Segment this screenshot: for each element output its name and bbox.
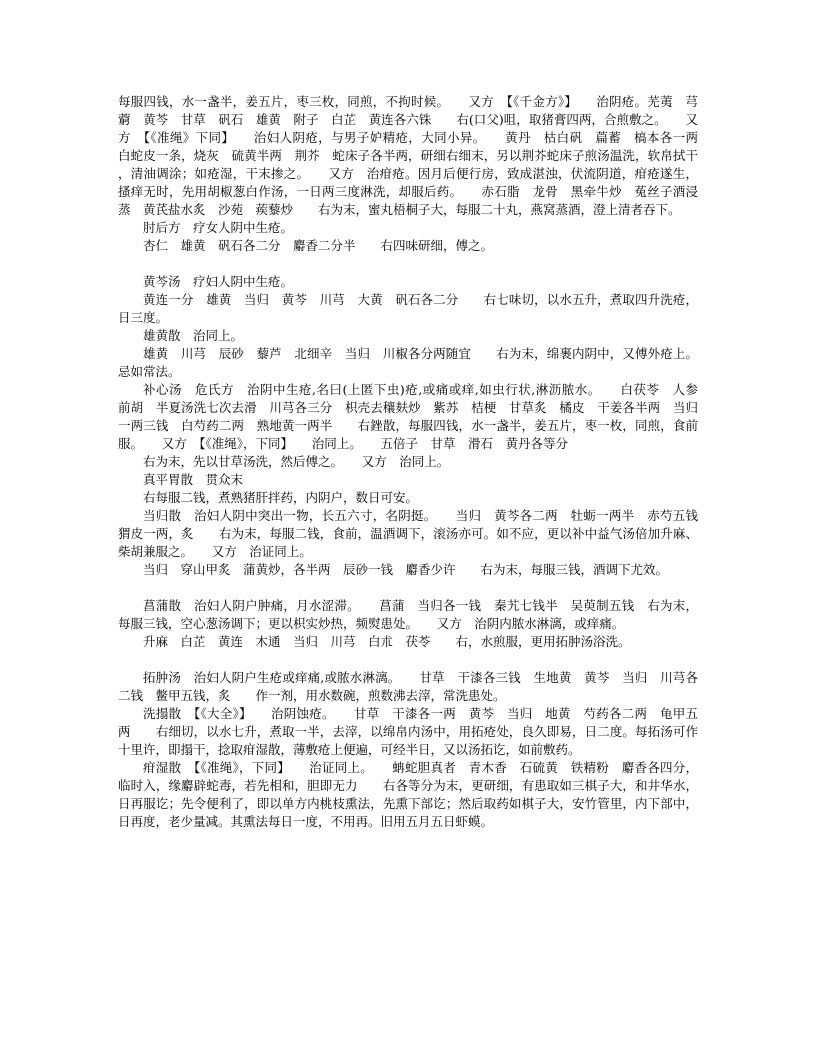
paragraph: 黄连一分 雄黄 当归 黄芩 川芎 大黄 矾石各二分 右七味切，以水五升，煮取四升洗疮，日三度。 [118, 292, 698, 325]
paragraph: 真平胃散 贯众末 [143, 472, 244, 487]
paragraph: 补心汤 危氏方 治阴中生疮,名曰(上匿下虫)疮,或痛或痒,如虫行状,淋沥脓水。 白茯苓 人参 前胡 半夏汤洗七次去滑 川芎各三分 枳壳去穰麸炒 紫苏 桔梗 甘草炙 橘皮 干姜各半两 当归一两三钱 白芍药二两 熟地黄一两半 右銼散，每服四钱，水一盏半，姜五片，枣一枚，同煎，食前服。 又方 【《准绳》，下同】 治同上。 五倍子 甘草 滑石 黄丹各等分 [118, 382, 711, 451]
paragraph: 黄芩汤 疗妇人阴中生疮。 [143, 274, 294, 289]
paragraph: 雄黄 川芎 辰砂 藜芦 北细辛 当归 川椒各分两随宜 右为末，绵裹内阴中，又傅外疮上。忌如常法。 [118, 346, 698, 379]
paragraph: 每服四钱，水一盏半，姜五片，枣三枚，同煎，不拘时候。 又方 【《千金方》】 治阴疮。芜荑 芎藭 黄芩 甘草 矾石 雄黄 附子 白芷 黄连各六铢 右(口父)咀，取猪膏四两，合煎敷之。 又方 【《准绳》下同】 治妇人阴疮，与男子妒精疮，大同小异。 黄丹 枯白矾 萹蓄 槁本各一两 白蛇皮一条，烧灰 硫黄半两 荆芥 蛇床子各半两，研细右细末，另以荆芥蛇床子煎汤温洗，软帛拭干，清油调涂；如疮湿，干末掺之。 又方 治疳疮。因月后便行房，致成湛浊，伏流阴道，疳疮遂生，搔痒无时，先用胡椒葱白作汤，一日两三度淋洗，却服后药。 赤石脂 龙骨 黑牵牛炒 菟丝子酒浸蒸 黄芪盐水炙 沙苑 蒺藜炒 右为末，蜜丸梧桐子大，每服二十丸，燕窝蒸酒，澄上清者吞下。 [118, 94, 711, 217]
paragraph: 雄黄散 治同上。 [143, 328, 244, 343]
paragraph: 菖蒲散 治妇人阴户肿痛，月水涩滞。 菖蒲 当归各一钱 秦艽七钱半 吴萸制五钱 右为末，每服三钱，空心葱汤调下；更以枳实炒热，频熨患处。 又方 治阴内脓水淋漓，或痒痛。 [118, 598, 698, 631]
paragraph: 当归散 治妇人阴中突出一物，长五六寸，名阴挺。 当归 黄芩各二两 牡蛎一两半 赤芍五钱 猬皮一两，炙 右为末，每服二钱，食前，温酒调下，滚汤亦可。如不应，更以补中益气汤倍加升麻、柴胡兼服之。 又方 治证同上。 [118, 508, 711, 559]
paragraph: 肘后方 疗女人阴中生疮。 [143, 220, 294, 235]
body-text [118, 93, 711, 831]
paragraph: 右每服二钱，煮熟猪肝拌药，内阴户，数日可安。 [143, 490, 419, 505]
paragraph: 疳湿散 【《准绳》，下同】 治证同上。 蚺蛇胆真者 青木香 石硫黄 铁精粉 麝香各四分，临时入，缘麝辟蛇毒，若先相和，胆即无力 右各等分为末，更研细，有患取如三棋子大，和井华水，日再服讫；先令便利了，即以单方内桃枝熏法，先熏下部讫；然后取药如棋子大，安竹管里，内下部中，日再度，老少量减。其熏法每日一度，不用再。旧用五月五日虾蟆。 [118, 760, 698, 829]
paragraph: 杏仁 雄黄 矾石各二分 麝香二分半 右四味研细，傅之。 [143, 238, 494, 253]
paragraph: 升麻 白芷 黄连 木通 当归 川芎 白朮 茯苓 右，水煎服，更用拓肿汤浴洗。 [143, 634, 631, 649]
paragraph: 拓肿汤 治妇人阴户生疮或痒痛,或脓水淋漓。 甘草 干漆各三钱 生地黄 黄芩 当归 川芎各二钱 鳖甲五钱，炙 作一剂，用水数碗，煎数沸去滓，常洗患处。 [118, 670, 698, 703]
paragraph: 洗搨散 【《大全》】 治阴蚀疮。 甘草 干漆各一两 黄芩 当归 地黄 芍药各二两 龟甲五两 右细切，以水七升，煮取一半，去滓，以绵帛内汤中，用拓疮处，良久即易，日二度。每拓汤可作十里许，即搨干，捻取疳湿散，薄敷疮上便遍，可经半日，又以汤拓讫，如前敷药。 [118, 706, 698, 757]
paragraph: 当归 穿山甲炙 蒲黄炒，各半两 辰砂一钱 麝香少许 右为末，每服三钱，酒调下尤效。 [143, 562, 669, 577]
paragraph: 右为末，先以甘草汤洗，然后傅之。 又方 治同上。 [143, 454, 450, 469]
